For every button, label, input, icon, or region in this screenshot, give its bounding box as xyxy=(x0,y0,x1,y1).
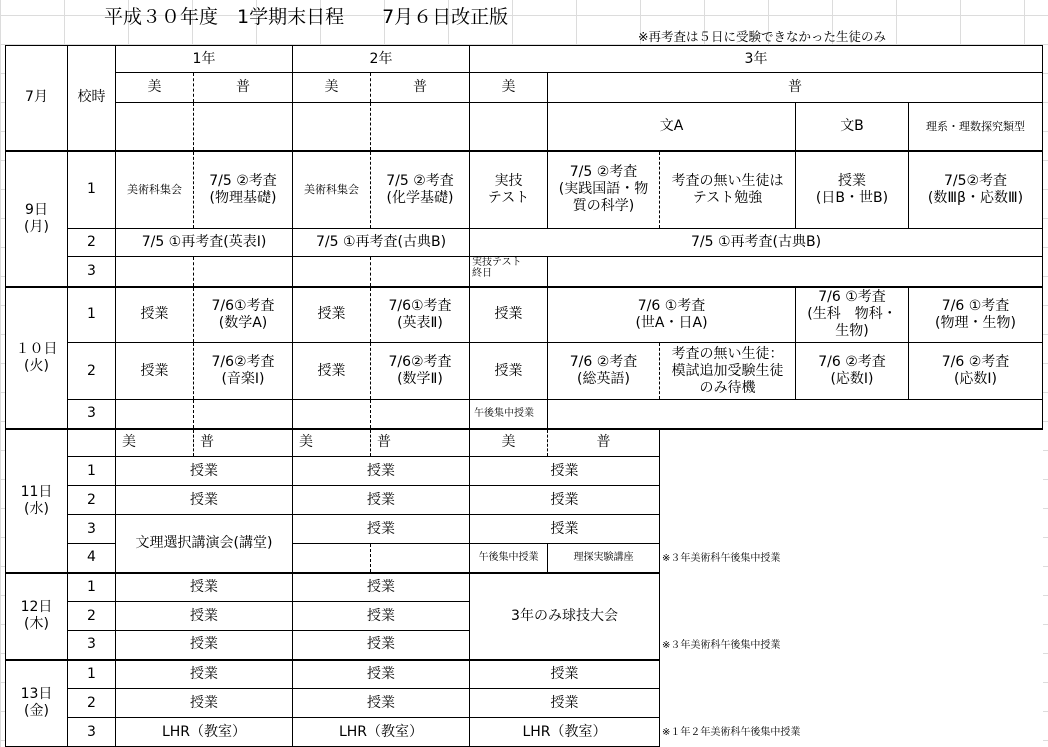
g2-general-header: 普 xyxy=(371,73,470,103)
day-12-label: 12日 (木) xyxy=(6,573,68,660)
schedule-cell: 授業 xyxy=(293,660,470,689)
blank-cell xyxy=(116,257,194,287)
retest-note: ※再考査は５日に受験できなかった生徒のみ xyxy=(638,29,886,44)
month-header: 7月 xyxy=(6,46,68,151)
empty-area xyxy=(660,429,1043,457)
schedule-cell: 授業 xyxy=(116,573,293,602)
g2-art-subheader: 美 xyxy=(293,429,371,457)
schedule-cell: 授業 xyxy=(293,631,470,660)
schedule-cell: 授業 (日B・世B) xyxy=(796,151,909,229)
schedule-cell: 7/6 ①考査 (物理・生物) xyxy=(909,287,1043,343)
schedule-cell: 授業 xyxy=(293,602,470,631)
period-label: 3 xyxy=(68,257,116,287)
blank-cell xyxy=(293,544,371,573)
grade2-header: 2年 xyxy=(293,46,470,73)
blank-cell xyxy=(371,103,470,151)
schedule-cell: 7/5 ①再考査(英表Ⅰ) xyxy=(116,229,293,257)
period-label: 2 xyxy=(68,689,116,718)
schedule-cell: 実技 テスト xyxy=(470,151,548,229)
course-bun-b-header: 文B xyxy=(796,103,909,151)
blank-cell xyxy=(293,103,371,151)
schedule-cell: 授業 xyxy=(116,287,194,343)
blank-cell xyxy=(68,429,116,457)
side-note: ※３年美術科午後集中授業 xyxy=(662,639,781,651)
g1-general-header: 普 xyxy=(194,73,293,103)
schedule-cell: 授業 xyxy=(116,343,194,400)
period-label: 4 xyxy=(68,544,116,573)
schedule-cell: 7/6①考査 (英表Ⅱ) xyxy=(371,287,470,343)
period-label: 2 xyxy=(68,229,116,257)
period-label: 3 xyxy=(68,400,116,429)
grade1-header: 1年 xyxy=(116,46,293,73)
period-label: 3 xyxy=(68,515,116,544)
schedule-cell: 授業 xyxy=(470,486,660,515)
period-label: 1 xyxy=(68,573,116,602)
schedule-cell: 授業 xyxy=(470,660,660,689)
schedule-cell: 7/6 ①考査 (世A・日A) xyxy=(548,287,796,343)
schedule-cell: LHR（教室） xyxy=(293,718,470,747)
day-10-label: １０日 (火) xyxy=(6,287,68,429)
g3-art-subheader: 美 xyxy=(470,429,548,457)
schedule-cell: 理探実験講座 xyxy=(548,544,660,573)
schedule-cell: 授業 xyxy=(293,287,371,343)
g1-art-subheader: 美 xyxy=(116,429,194,457)
period-label: 3 xyxy=(68,631,116,660)
schedule-cell: 7/6 ②考査 (応数Ⅰ) xyxy=(796,343,909,400)
period-label: 3 xyxy=(68,718,116,747)
blank-cell xyxy=(116,400,194,429)
blank-cell xyxy=(293,400,371,429)
blank-cell xyxy=(293,257,371,287)
g1-art-header: 美 xyxy=(116,73,194,103)
schedule-cell: 授業 xyxy=(293,515,470,544)
blank-cell xyxy=(371,544,470,573)
blank-cell xyxy=(548,257,1043,287)
schedule-cell: 授業 xyxy=(470,343,548,400)
side-note: ※１年２年美術科午後集中授業 xyxy=(662,726,801,738)
g2-general-subheader: 普 xyxy=(371,429,470,457)
schedule-cell: 授業 xyxy=(470,515,660,544)
g1-general-subheader: 普 xyxy=(194,429,293,457)
g3-general-header: 普 xyxy=(548,73,1043,103)
period-label: 1 xyxy=(68,151,116,229)
blank-cell xyxy=(194,103,293,151)
schedule-cell: 美術科集会 xyxy=(116,151,194,229)
schedule-cell: 授業 xyxy=(293,343,371,400)
schedule-cell: 7/5②考査 (数Ⅲβ・応数Ⅲ) xyxy=(909,151,1043,229)
schedule-cell: 授業 xyxy=(116,457,293,486)
course-science-header: 理系・理数探究類型 xyxy=(909,103,1043,151)
schedule-cell: LHR（教室） xyxy=(116,718,293,747)
schedule-cell: 授業 xyxy=(116,660,293,689)
g3-art-header: 美 xyxy=(470,73,548,103)
day-11-label: 11日 (水) xyxy=(6,429,68,573)
g2-art-header: 美 xyxy=(293,73,371,103)
schedule-cell: 7/6②考査 (数学Ⅱ) xyxy=(371,343,470,400)
schedule-cell: 授業 xyxy=(470,689,660,718)
schedule-cell: 実技テスト 終日 xyxy=(470,257,548,287)
schedule-cell: LHR（教室） xyxy=(470,718,660,747)
schedule-cell: 授業 xyxy=(293,486,470,515)
empty-area xyxy=(660,457,1043,486)
schedule-cell: 7/6①考査 (数学A) xyxy=(194,287,293,343)
schedule-cell: 美術科集会 xyxy=(293,151,371,229)
schedule-cell: 午後集中授業 xyxy=(470,544,548,573)
course-bun-a-header: 文A xyxy=(548,103,796,151)
side-note: ※３年美術科午後集中授業 xyxy=(662,552,781,564)
schedule-cell: 7/5 ①再考査(古典B) xyxy=(293,229,470,257)
empty-area xyxy=(660,573,1043,602)
empty-area xyxy=(660,515,1043,544)
period-header: 校時 xyxy=(68,46,116,151)
schedule-cell: 7/6 ②考査 (総英語) xyxy=(548,343,660,400)
schedule-cell: 授業 xyxy=(116,689,293,718)
day-13-label: 13日 (金) xyxy=(6,660,68,747)
blank-cell xyxy=(194,257,293,287)
schedule-cell: 文理選択講演会(講堂) xyxy=(116,515,293,573)
blank-cell xyxy=(194,400,293,429)
page-title: 平成３０年度 1学期末日程 7月６日改正版 xyxy=(104,6,509,28)
blank-cell xyxy=(371,257,470,287)
empty-area xyxy=(660,486,1043,515)
blank-cell xyxy=(116,103,194,151)
schedule-cell: 午後集中授業 xyxy=(470,400,548,429)
empty-area xyxy=(660,689,1043,718)
blank-cell xyxy=(470,103,548,151)
period-label: 2 xyxy=(68,486,116,515)
schedule-cell: 授業 xyxy=(293,457,470,486)
schedule-cell: 7/6 ②考査 (応数Ⅰ) xyxy=(909,343,1043,400)
schedule-cell: 考査の無い生徒： 模試追加受験生徒 のみ待機 xyxy=(660,343,796,400)
exam-schedule-table xyxy=(5,45,1043,747)
schedule-cell: 7/5 ②考査 (化学基礎) xyxy=(371,151,470,229)
schedule-cell: 授業 xyxy=(293,689,470,718)
grade3-header: 3年 xyxy=(470,46,1043,73)
empty-area xyxy=(660,660,1043,689)
schedule-cell: 授業 xyxy=(116,631,293,660)
period-label: 1 xyxy=(68,457,116,486)
schedule-cell: 授業 xyxy=(470,457,660,486)
period-label: 1 xyxy=(68,660,116,689)
period-label: 2 xyxy=(68,343,116,400)
blank-cell xyxy=(371,400,470,429)
day-9-label: 9日 (月) xyxy=(6,151,68,287)
schedule-cell: 考査の無い生徒は テスト勉強 xyxy=(660,151,796,229)
schedule-cell: 7/5 ①再考査(古典B) xyxy=(470,229,1043,257)
schedule-cell: 授業 xyxy=(116,486,293,515)
period-label: 2 xyxy=(68,602,116,631)
period-label: 1 xyxy=(68,287,116,343)
schedule-cell: 7/6 ①考査 (生科 物科・ 生物) xyxy=(796,287,909,343)
schedule-cell: 授業 xyxy=(293,573,470,602)
schedule-cell: 7/5 ②考査 (実践国語・物 質の科学) xyxy=(548,151,660,229)
empty-area xyxy=(660,602,1043,631)
schedule-cell: 7/5 ②考査 (物理基礎) xyxy=(194,151,293,229)
g3-general-subheader: 普 xyxy=(548,429,660,457)
schedule-cell: 7/6②考査 (音楽Ⅰ) xyxy=(194,343,293,400)
schedule-cell: 授業 xyxy=(116,602,293,631)
blank-cell xyxy=(548,400,1043,429)
schedule-cell: 3年のみ球技大会 xyxy=(470,573,660,660)
schedule-cell: 授業 xyxy=(470,287,548,343)
